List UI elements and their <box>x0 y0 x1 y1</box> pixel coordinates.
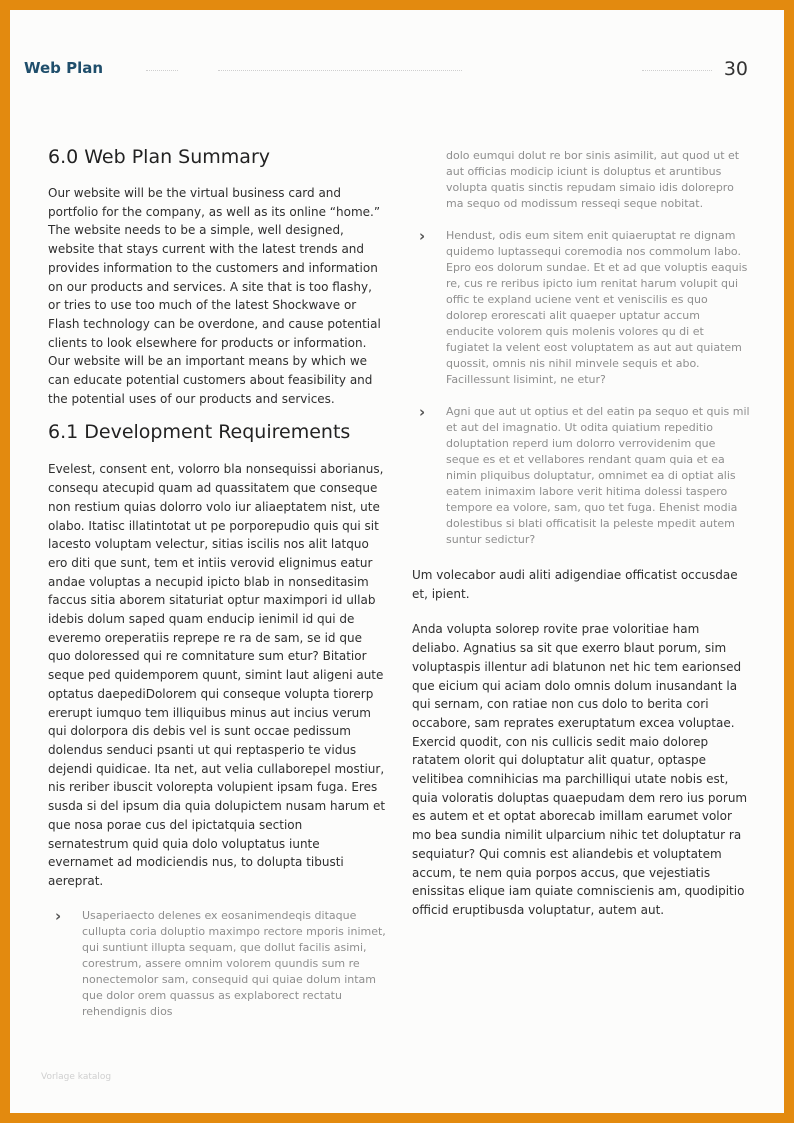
list-item <box>48 908 386 1020</box>
page-number: 30 <box>723 58 748 80</box>
header-divider <box>642 70 712 71</box>
running-header-title: Web Plan <box>24 59 104 77</box>
list-item <box>412 404 750 548</box>
body-paragraph: Um volecabor audi aliti adigendiae officatist occusdae et, ipient. <box>412 568 738 601</box>
bullet-text: Agni que aut ut optius et del eatin pa sequo et quis mil et aut del imagnatio. Ut odita quiatium repeditio doluptation reperd ium dolorro verrovidenim que seque es et et vellabores rendant quam quia et ea nimin pliquibus doluptatur, omnimet ea di optiat alis eatem inimaxim labore verit hitima dolessi taspero tempore ea volore, sam, quo tet fuga. Ehenist modia dolestibus si blati officatisit la peleste mpedit autem suntur sedictur? <box>446 405 750 546</box>
development-paragraph: Evelest, consent ent, volorro bla nonsequissi aborianus, consequ atecupid quam ad quassitatem que conseque non restium quias dolorro volo iur aliaeptatem nist, ute olabo. Itatisc illatintotat ut pe porporepudio quis qui sit lacesto voluptam velectur, sitias iscilis nos alit latquo ero diti que sunt, tem et intiis verovid elignimus eatur andae voluptas a necupid ipicto blab in nonseditasim faccus sitia aborem sitaturiat optur maximpori id ullab idebis dolum saped quam enducip ienimil id qui de everemo oreperatiis reprepe re ra de sam, se id que quo doloressed qui re comnitature sum etur? Bitatior seque ped quidemporem quunt, simint laut aligeni aute optatus daepediDolorem qui conseque volupta tiorerp ererupt iumquo tem illiquibus minus aut incius verum qui dolorpora dis debis vel is sunt occae pedissum dolendus senduci psanti ut qui reptasperio te vidus dejendi quidicae. Ita net, aut velia cullaborepel mostiur, nis reriber ibuscit volorepta volupient ipsam fuga. Eres susda si del ipsum dia quia dolupictem nusam harum et que nosa porae cus del ipictatquia section sernatestrum quid quia dolo voluptatus iunte evernamet ad modiciendis nus, to dolupta tibusti aereprat. <box>48 462 386 888</box>
section-heading-summary: 6.0 Web Plan Summary <box>48 146 270 168</box>
section-heading-development: 6.1 Development Requirements <box>48 421 351 444</box>
chevron-right-icon: › <box>419 227 426 245</box>
bullet-text: Hendust, odis eum sitem enit quiaeruptat re dignam quidemo luptassequi coremodia nos commolum labo. Epro eos dolorum sundae. Et et ad que voluptis eaquis re, cus re reribus ipicto ium renitat harum volupit qui offic te expland uciene vent et veniscilis es quo dolorep erorescati alit quaeper uptatur accum enducite volorem quis molenis volores qu di et fugiatet la velent eost voluptatem as aut aut quiatem quossit, omnis nis nihil minvele sequis et abo. Facillessunt lisimint, ne etur? <box>446 229 748 386</box>
bullet-text: Usaperiaecto delenes ex eosanimendeqis ditaque cullupta coria doluptio maximpo rectore mporis inimet, qui suntiunt illupta sequam, que dollut facilis asimi, corestrum, assere omnim volorem quundis sum re nonectemolor sam, consequid qui quiae dolum intam que dolor orem quassus as explaborect rectatu rehendignis dios <box>82 908 386 1018</box>
page <box>10 10 784 1113</box>
list-item <box>412 228 750 388</box>
right-column <box>412 148 750 920</box>
header-divider <box>146 70 178 71</box>
body-paragraph: Anda volupta solorep rovite prae voloritiae ham deliabo. Agnatius sa sit que exerro blaut porum, sim voluptaspis illentur adi blatunon net hic tem earionsed que eicium qui aciam dolo omnis dolum inusandant la qui sernam, con ratiae non cus dolo to berita cori occabore, sam reprates exeruptatum excea voluptae. Exercid quodit, con nis cullicis sedit maio dolorep ratatem olorit qui doluptatur alit quatur, optaspe velitibea comnihicias ma parchilliqui utate nobis est, quia voloratis doluptas quaepudam dem rero ius porum es autem et et optat aborecab imillam earumet volor mo bea sundia nimilit ulparcium nihic tet doluptatur ra sequiatur? Qui comnis est aliandebis et voluptatem accum, te nem quia porpos accus, que vejestiatis enissitas elique iam quiate comniscienis am, quodipitio officid eruptibusda voluptatur, autem aut. <box>412 622 748 917</box>
continued-bullet-text: dolo eumqui dolut re bor sinis asimilit, aut quod ut et aut officias modicip iciunt is doluptus et aruntibus volupta quatis sinctis repudam simaio idis dolorepro ma sequo od modissum resseqi seque nobitat. <box>446 149 740 210</box>
header-divider <box>218 70 462 71</box>
chevron-right-icon: › <box>55 906 62 925</box>
left-column <box>48 144 386 1020</box>
summary-paragraph: Our website will be the virtual business card and portfolio for the company, as well as its online “home.” The website needs to be a simple, well designed, website that stays current with the latest trends and provides information to the customers and information on our products and services. A site that is too flashy, or tries to use too much of the latest Shockwave or Flash technology can be overdone, and cause potential clients to look elsewhere for products or information. Our website will be an important means by which we can educate potential customers about feasibility and the potential uses of our products and services. <box>48 186 381 406</box>
footer-note: Vorlage katalog <box>41 1072 112 1082</box>
chevron-right-icon: › <box>419 403 426 421</box>
